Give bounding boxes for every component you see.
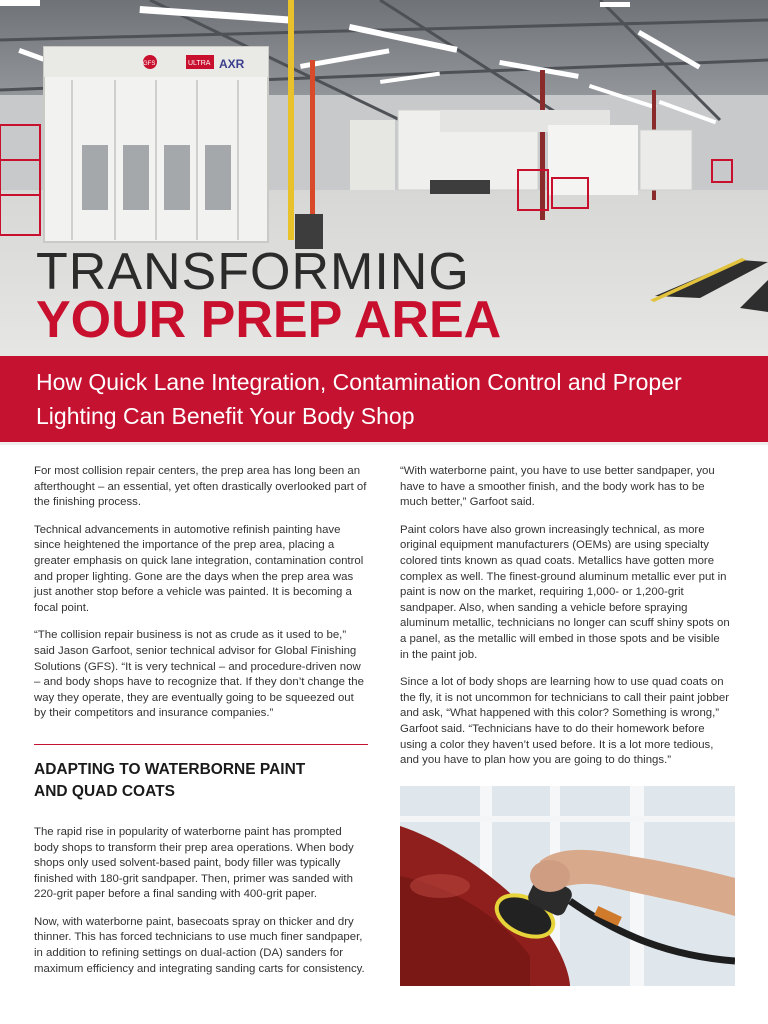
subtitle: How Quick Lane Integration, Contamination Control and Proper Lighting Can Benefit Your Body Shop [36,369,682,429]
sanding-illustration [400,786,735,986]
headline-line-2: YOUR PREP AREA [36,291,502,349]
headline-line-1: TRANSFORMING [36,243,470,301]
left-column [34,464,368,989]
paragraph: Since a lot of body shops are learning how to use quad coats on the fly, it is not uncommon for technicians to call their paint jobber and ask, “What happened with this color? Something is wrong,” Garfoot said. “Technicians have to do their homework before using a color they haven’t used before. It is a lot more tedious, and you have to plan how you are going to do things.” [400,676,730,767]
section-divider [34,744,368,745]
section-heading: ADAPTING TO WATERBORNE PAINT AND QUAD COATS [34,760,306,800]
paragraph: For most collision repair centers, the prep area has long been an afterthought – an essential, yet often drastically overlooked part of the finishing process. [34,465,367,509]
paragraph: Paint colors have also grown increasingly technical, as more original equipment manufacturers (OEMs) are using specialty colored tints known as quad coats. Metallics have gotten more complex as well. The finest-ground aluminum metallic ever put in paint is now on the market, requiring 1,000- or 1,200-grit sandpaper. Also, when sanding a vehicle before spraying aluminum metallic, technicians no longer can scuff shiny spots on a panel, as the metallic will embed in those spots and be visible in the paint job. [400,523,730,661]
paragraph: Now, with waterborne paint, basecoats spray on thicker and dry thinner. This has forced technicians to use much finer sandpaper, in addition to refining settings on dual-action (DA) sanders for maximum efficiency and integrating sanding carts for consistency. [34,915,365,975]
booth-sign-axr: AXR [219,57,245,71]
paragraph: “With waterborne paint, you have to use better sandpaper, you have to have a smoother finish, and the body work has to be much better,” Garfoot said. [400,465,715,509]
sanding-photo [400,786,735,986]
paragraph: The rapid rise in popularity of waterborne paint has prompted body shops to transform their prep area operations. When body shops only used solvent-based paint, body filler was typically finished with 180-grit sandpaper. Then, primer was sanded with 220-grit paper before a final sanding with 400-grit paper. [34,825,354,901]
paragraph: Technical advancements in automotive refinish painting have since heightened the importance of the prep area, placing a greater emphasis on quick lane integration, contamination control and proper lighting. Gone are the days when the prep area was just another stop before a vehicle was painted. It is becoming a focal point. [34,523,364,614]
right-column [400,464,730,781]
booth-sign-ultra: ULTRA [188,60,211,67]
booth-sign-gfs: GFS [143,61,156,67]
paragraph: “The collision repair business is not as crude as it used to be,” said Jason Garfoot, senior technical advisor for Global Finishing Solutions (GFS). “It is very technical – and procedure-driven now – and body shops have to recognize that. If they don’t change the way they operate, they are eventually going to be squeezed out by their competitors and insurance companies.” [34,629,364,720]
